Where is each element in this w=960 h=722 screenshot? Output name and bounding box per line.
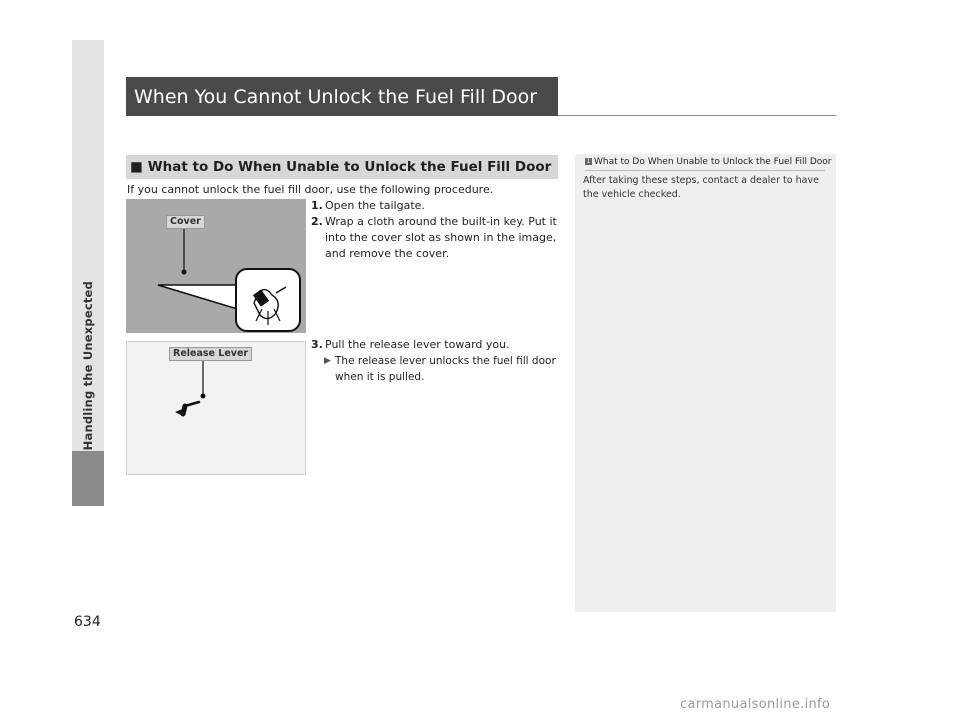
release-lever-label: Release Lever [169, 347, 252, 361]
sidebar-note-title-text: What to Do When Unable to Unlock the Fuel Fill Door [594, 157, 832, 167]
section-heading [126, 155, 558, 179]
sidebar-note-body: After taking these steps, contact a dealer to have the vehicle checked. [583, 175, 819, 200]
note-reference-icon: 1 [586, 158, 591, 165]
step-text: Wrap a cloth around the built-in key. Put it into the cover slot as shown in the image, and remove the cover. [325, 215, 557, 260]
release-lever-illustration-icon [127, 342, 305, 474]
release-lever-figure [126, 341, 306, 475]
step-number: 2. [311, 215, 323, 228]
side-tab-marker [72, 451, 104, 506]
step-number: 3. [311, 338, 323, 351]
cover-figure [126, 199, 306, 333]
section-marker: ■ [130, 159, 143, 175]
sidebar-note-title [585, 157, 832, 167]
cover-label: Cover [166, 215, 205, 229]
title-rule [558, 115, 836, 116]
step-text: Open the tailgate. [325, 199, 425, 212]
step-3-result [311, 353, 561, 385]
step-1 [311, 198, 561, 214]
intro-text: If you cannot unlock the fuel fill door, use the following procedure. [127, 183, 494, 196]
section-heading-text: What to Do When Unable to Unlock the Fuel Fill Door [147, 159, 552, 175]
result-arrow-icon: ▶ [324, 356, 331, 366]
page-title [126, 77, 558, 116]
step-3 [311, 337, 561, 385]
step-text: Pull the release lever toward you. [325, 338, 510, 351]
step-number: 1. [311, 199, 323, 212]
step-result-text: The release lever unlocks the fuel fill door when it is pulled. [335, 355, 556, 383]
page-number: 634 [74, 614, 101, 630]
steps-list [311, 198, 561, 262]
side-tab-text: Handling the Unexpected [81, 280, 95, 450]
page-title-text: When You Cannot Unlock the Fuel Fill Door [134, 85, 538, 108]
step-2 [311, 214, 561, 262]
side-tab-label [72, 40, 104, 450]
sidebar-note-divider [585, 170, 825, 171]
cover-illustration-icon [126, 199, 306, 333]
watermark: carmanualsonline.info [680, 697, 831, 712]
sidebar-note-panel [575, 154, 836, 612]
